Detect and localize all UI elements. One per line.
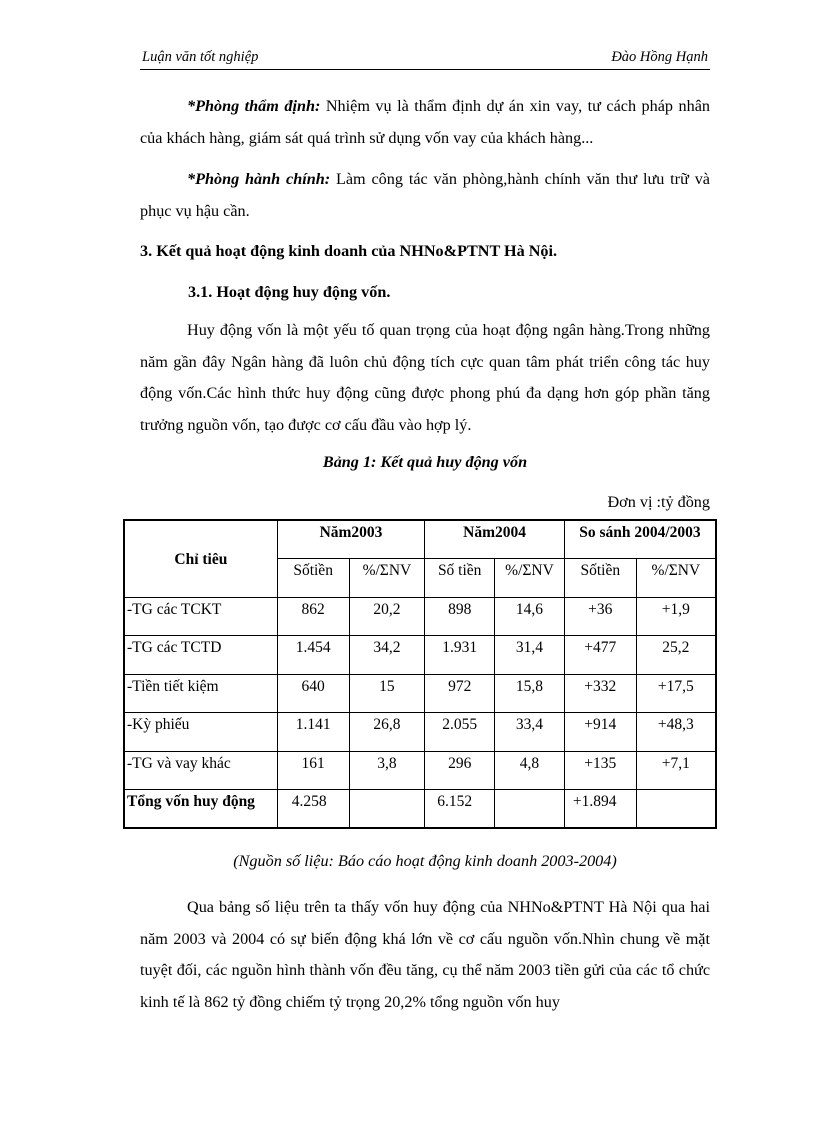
table-row [124, 636, 716, 675]
table-cell [495, 790, 565, 829]
table-cell: +135 [564, 751, 636, 790]
table-cell: 20,2 [349, 597, 425, 636]
table-row [124, 674, 716, 713]
table-cell: +914 [564, 713, 636, 752]
table-cell: 26,8 [349, 713, 425, 752]
paragraph-text: Làm công tác văn phòng,hành chính văn thư lưu trữ và phục vụ hậu cần. [140, 170, 710, 220]
table-total-row [124, 790, 716, 829]
header-right: Đào Hồng Hạnh [611, 49, 708, 65]
table-cell: 972 [425, 674, 495, 713]
table-cell: 4,8 [495, 751, 565, 790]
table-source: (Nguồn số liệu: Báo cáo hoạt động kinh doanh 2003-2004) [233, 852, 617, 870]
subheader-cell: %/ΣNV [636, 559, 716, 598]
table-cell: +1.894 [564, 790, 636, 829]
table-cell: 898 [425, 597, 495, 636]
table-cell: +48,3 [636, 713, 716, 752]
row-label: -TG và vay khác [124, 751, 277, 790]
table-cell: 34,2 [349, 636, 425, 675]
table-cell: 14,6 [495, 597, 565, 636]
table-cell: +17,5 [636, 674, 716, 713]
table-cell: 25,2 [636, 636, 716, 675]
table-cell: 640 [277, 674, 349, 713]
paragraph-label: *Phòng thẩm định: [187, 97, 321, 115]
paragraph-label: *Phòng hành chính: [187, 170, 331, 188]
table-cell: 4.258 [277, 790, 349, 829]
table-cell [636, 790, 716, 829]
total-label: Tổng vốn huy động [124, 790, 277, 829]
paragraph-analysis: Qua bảng số liệu trên ta thấy vốn huy động của NHNo&PTNT Hà Nội qua hai năm 2003 và 2004 có sự biến động khá lớn về cơ cấu nguồn vốn.Nhìn chung về mặt tuyệt đối, các nguồn hình thành vốn đều tăng, cụ thể năm 2003 tiền gửi của các tổ chức kinh tế là 862 tỷ đồng chiếm tỷ trọng 20,2% tổng nguồn vốn huy [140, 898, 710, 1011]
table-cell: 2.055 [425, 713, 495, 752]
table-cell: 3,8 [349, 751, 425, 790]
table-caption: Bảng 1: Kết quả huy động vốn [322, 453, 528, 471]
paragraph-text: Nhiệm vụ là thẩm định dự án xin vay, tư cách pháp nhân của khách hàng, giám sát quá trình sử dụng vốn vay của khách hàng... [140, 97, 710, 147]
table-cell: 6.152 [425, 790, 495, 829]
row-label: -TG các TCKT [124, 597, 277, 636]
table-unit: Đơn vị :tỷ đồng [607, 493, 710, 511]
table-cell: 1.931 [425, 636, 495, 675]
table-cell: 33,4 [495, 713, 565, 752]
table-row [124, 751, 716, 790]
table-header-row [124, 520, 716, 559]
table-cell: 1.141 [277, 713, 349, 752]
subheader-cell: %/ΣNV [349, 559, 425, 598]
table-cell: 15 [349, 674, 425, 713]
capital-mobilization-table [123, 519, 717, 829]
table-cell [349, 790, 425, 829]
table-row [124, 713, 716, 752]
subheader-cell: %/ΣNV [495, 559, 565, 598]
table-cell: +332 [564, 674, 636, 713]
subheader-cell: Sốtiền [277, 559, 349, 598]
header-left: Luận văn tốt nghiệp [142, 49, 259, 65]
header-chi-tieu: Chỉ tiêu [124, 520, 277, 597]
subheader-cell: Sốtiền [564, 559, 636, 598]
table-cell: 1.454 [277, 636, 349, 675]
row-label: -TG các TCTD [124, 636, 277, 675]
table-cell: +36 [564, 597, 636, 636]
section-heading-3-1: 3.1. Hoạt động huy động vốn. [188, 283, 391, 301]
paragraph-huy-dong-von: Huy động vốn là một yếu tố quan trọng của hoạt động ngân hàng.Trong những năm gần đây Ngân hàng đã luôn chủ động tích cực quan tâm phát triển công tác huy động vốn.Các hình thức huy động cũng được phong phú đa dạng hơn góp phần tăng trưởng nguồn vốn, tạo được cơ cấu đầu vào hợp lý. [140, 321, 710, 434]
subheader-cell: Số tiền [425, 559, 495, 598]
table-cell: 296 [425, 751, 495, 790]
page-header [140, 47, 710, 70]
header-comparison: So sánh 2004/2003 [564, 520, 716, 559]
table-cell: +477 [564, 636, 636, 675]
table-cell: +7,1 [636, 751, 716, 790]
table-cell: 31,4 [495, 636, 565, 675]
header-year-2004: Năm2004 [425, 520, 565, 559]
section-heading-3: 3. Kết quả hoạt động kinh doanh của NHNo&PTNT Hà Nội. [140, 242, 558, 260]
table-cell: +1,9 [636, 597, 716, 636]
row-label: -Kỳ phiếu [124, 713, 277, 752]
table-cell: 161 [277, 751, 349, 790]
table-row [124, 597, 716, 636]
header-year-2003: Năm2003 [277, 520, 425, 559]
paragraph-phong-hanh-chinh [140, 164, 710, 227]
paragraph-phong-tham-dinh [140, 91, 710, 154]
table-cell: 862 [277, 597, 349, 636]
row-label: -Tiền tiết kiệm [124, 674, 277, 713]
table-cell: 15,8 [495, 674, 565, 713]
